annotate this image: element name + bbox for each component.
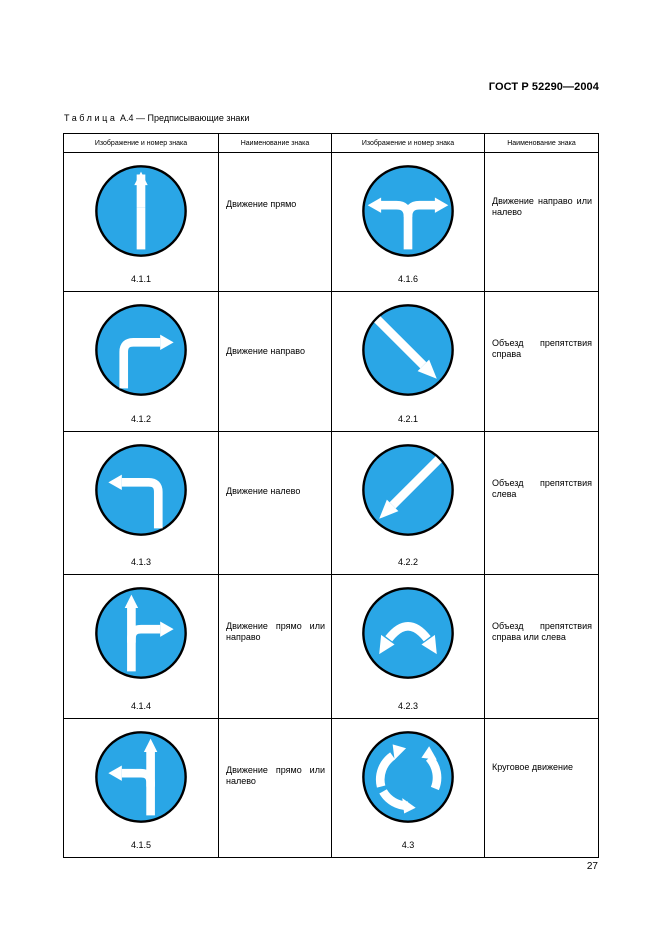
header-sign-name: Наименование знака	[485, 134, 599, 153]
sign-number: 4.1.3	[130, 557, 152, 567]
sign-name-cell	[219, 292, 332, 432]
sign-name: Объезд препятствия справа	[492, 338, 592, 359]
sign-image-cell	[64, 292, 219, 432]
sign-name: Объезд препятствия справа или слева	[492, 621, 592, 642]
sign-image-cell	[64, 719, 219, 858]
sign-name-cell	[219, 719, 332, 858]
header-image-number: Изображение и номер знака	[64, 134, 219, 153]
arrow-straight-icon	[93, 163, 189, 259]
arrow-straight-or-left-icon	[93, 729, 189, 825]
arrow-turn-right-icon	[93, 302, 189, 398]
sign-image-cell	[64, 575, 219, 719]
arrow-right-or-left-icon	[360, 163, 456, 259]
arrow-fork-down-icon	[360, 585, 456, 681]
standard-designation: ГОСТ Р 52290—2004	[488, 81, 599, 93]
sign-image-cell	[332, 153, 485, 292]
caption-number: А.4	[120, 113, 134, 123]
sign-number: 4.2.2	[397, 557, 419, 567]
sign-name-cell	[485, 292, 599, 432]
sign-name: Движение направо или налево	[492, 196, 592, 217]
sign-image-cell	[332, 292, 485, 432]
header-sign-name: Наименование знака	[219, 134, 332, 153]
signs-table	[63, 133, 599, 858]
sign-name: Движение прямо или налево	[226, 765, 325, 786]
table-row	[64, 575, 599, 719]
sign-name-cell	[485, 153, 599, 292]
table-row	[64, 292, 599, 432]
sign-number: 4.1.6	[397, 274, 419, 284]
sign-name: Круговое движение	[492, 762, 574, 772]
sign-name-cell	[485, 432, 599, 575]
roundabout-icon	[360, 729, 456, 825]
arrow-turn-left-icon	[93, 442, 189, 538]
sign-number: 4.1.5	[130, 840, 152, 850]
sign-name: Движение налево	[226, 486, 301, 496]
caption-label: Таблица	[64, 113, 118, 123]
sign-name-cell	[485, 575, 599, 719]
header-image-number: Изображение и номер знака	[332, 134, 485, 153]
table-row	[64, 719, 599, 858]
sign-name-cell	[219, 575, 332, 719]
sign-name-cell	[219, 153, 332, 292]
sign-image-cell	[64, 432, 219, 575]
sign-number: 4.1.4	[130, 701, 152, 711]
sign-name: Движение прямо	[226, 199, 297, 209]
sign-image-cell	[332, 575, 485, 719]
sign-name: Объезд препятствия слева	[492, 478, 592, 499]
table-caption	[64, 113, 249, 123]
sign-number: 4.2.3	[397, 701, 419, 711]
sign-image-cell	[332, 719, 485, 858]
sign-number: 4.1.2	[130, 414, 152, 424]
sign-number: 4.3	[401, 840, 415, 850]
arrow-diagonal-down-left-icon	[360, 442, 456, 538]
sign-number: 4.1.1	[130, 274, 152, 284]
sign-image-cell	[64, 153, 219, 292]
sign-name: Движение направо	[226, 346, 305, 356]
sign-image-cell	[332, 432, 485, 575]
caption-text: — Предписывающие знаки	[136, 113, 250, 123]
sign-name-cell	[485, 719, 599, 858]
sign-name-cell	[219, 432, 332, 575]
sign-name: Движение прямо или направо	[226, 621, 325, 642]
sign-number: 4.2.1	[397, 414, 419, 424]
table-row	[64, 153, 599, 292]
page-number: 27	[586, 861, 598, 872]
table-row	[64, 432, 599, 575]
arrow-straight-or-right-icon	[93, 585, 189, 681]
arrow-diagonal-down-right-icon	[360, 302, 456, 398]
table-header-row	[64, 134, 599, 153]
